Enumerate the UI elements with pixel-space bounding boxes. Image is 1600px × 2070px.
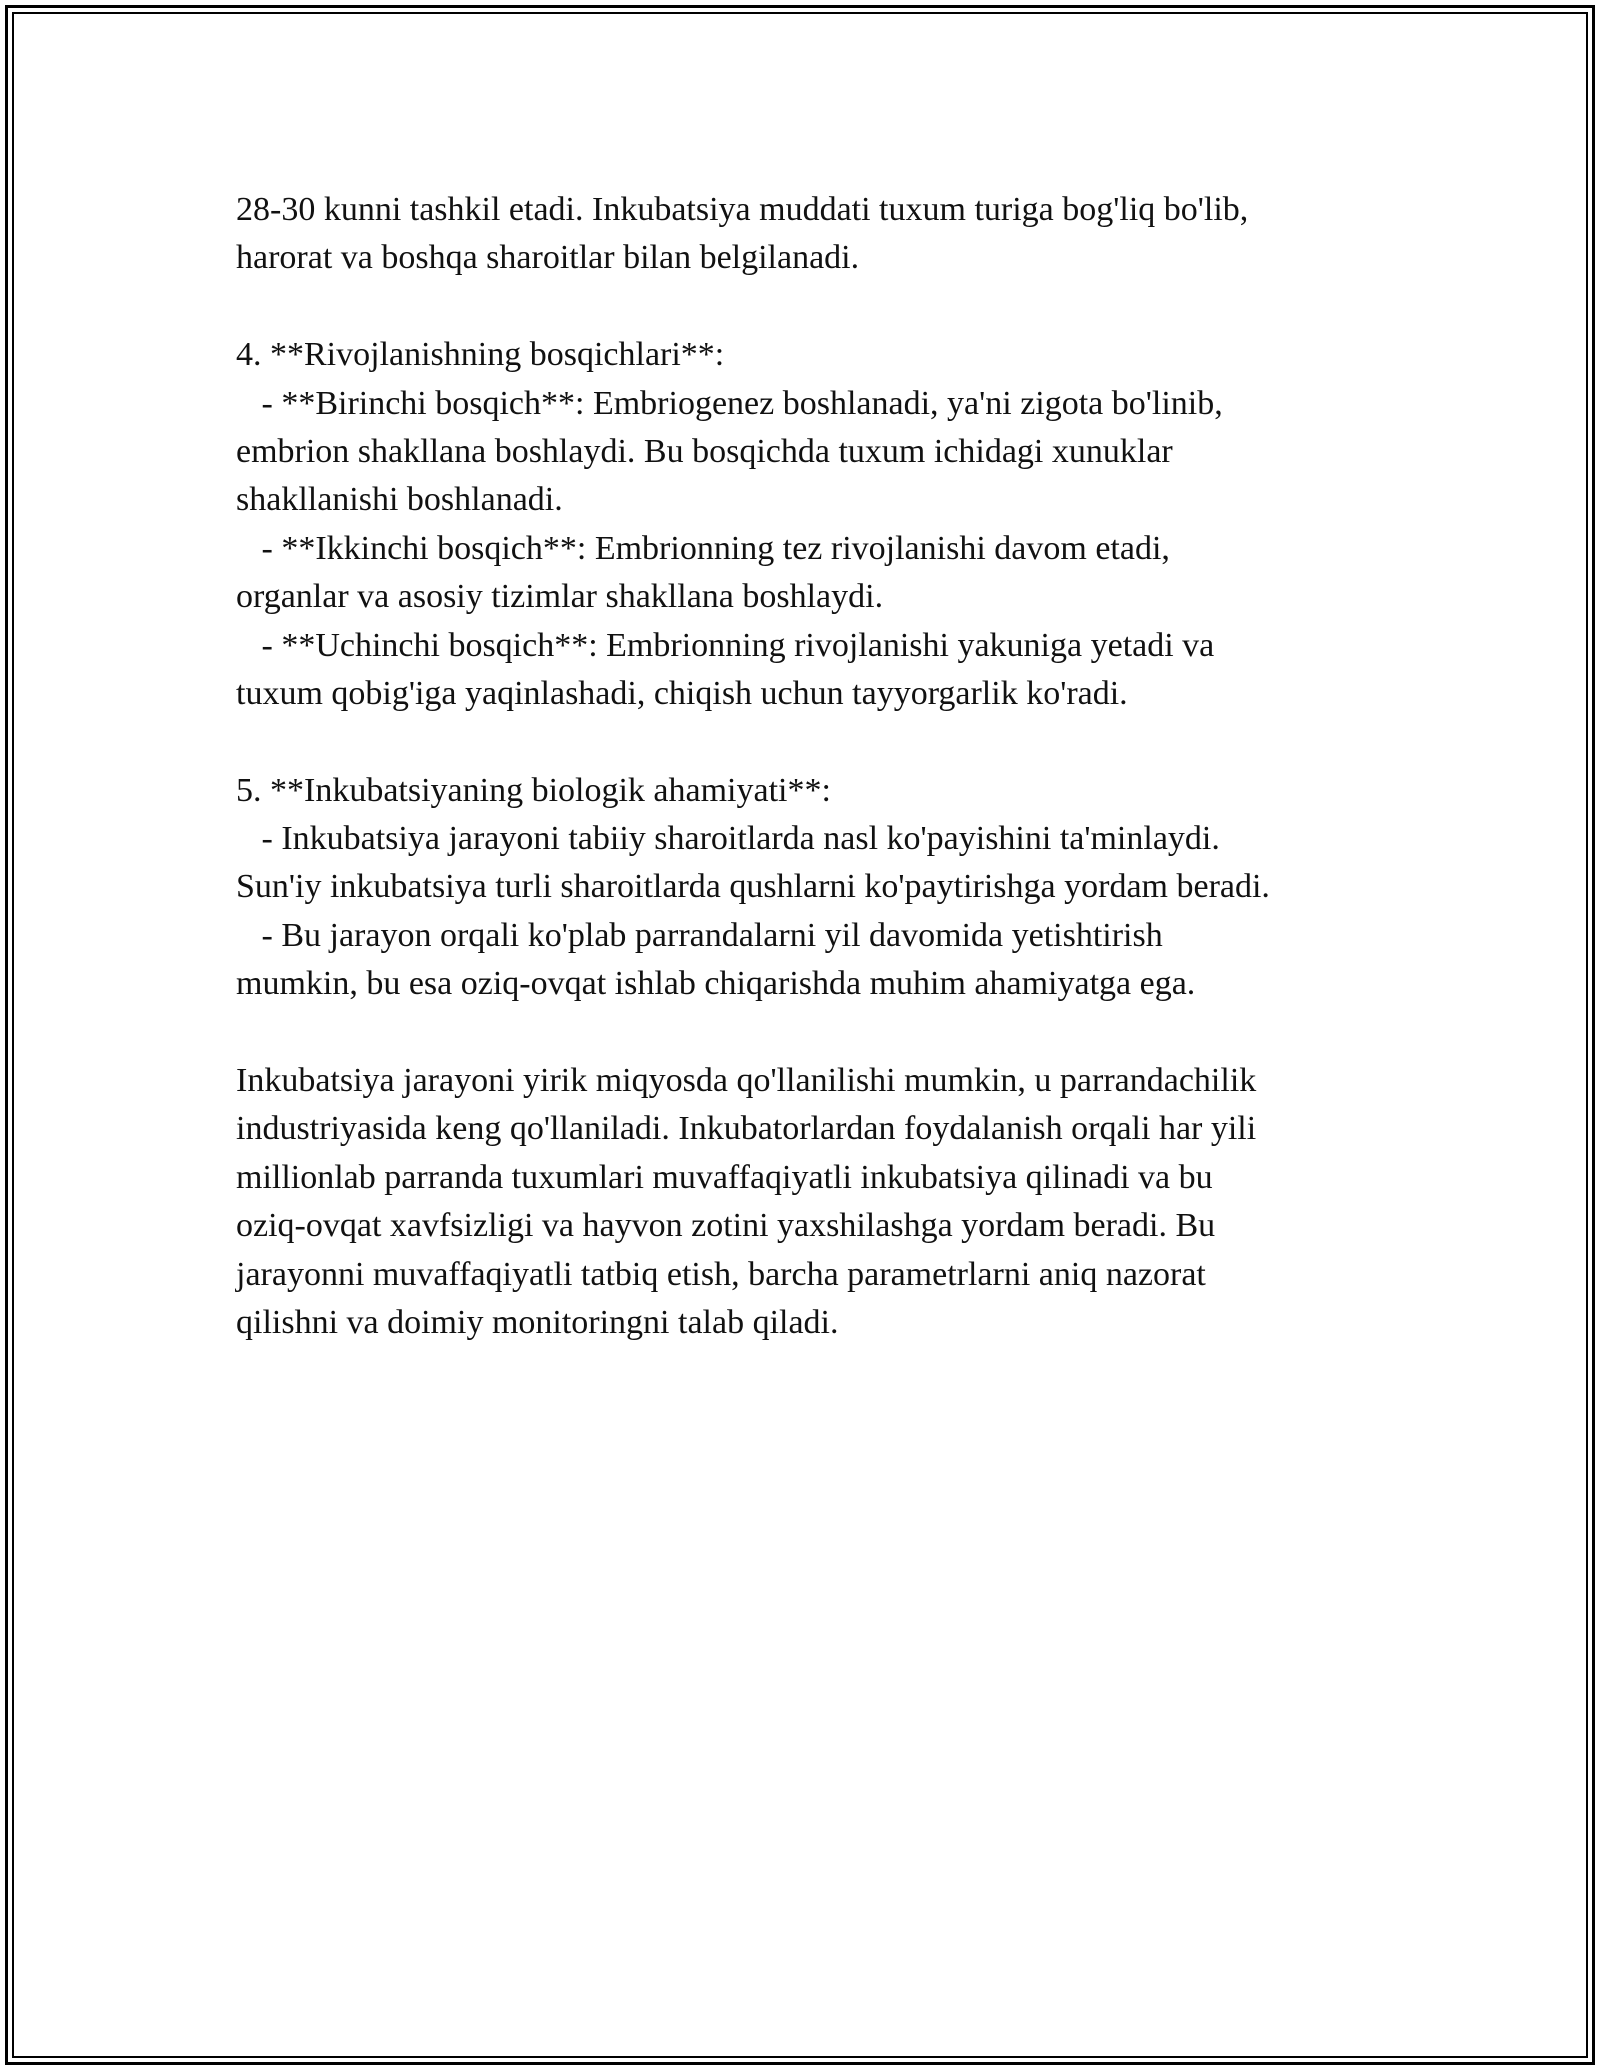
paragraph-line: oziq-ovqat xavfsizligi va hayvon zotini yaxshilashga yordam beradi. Bu bbox=[236, 1207, 1216, 1245]
blank-line bbox=[236, 1009, 1376, 1057]
text-line: Sun'iy inkubatsiya turli sharoitlarda qushlarni ko'paytirishga yordam beradi. bbox=[236, 868, 1270, 906]
document-body bbox=[236, 186, 1376, 1347]
text-line: shakllanishi boshlanadi. bbox=[236, 481, 563, 519]
text-line: tuxum qobig'iga yaqinlashadi, chiqish uchun tayyorgarlik ko'radi. bbox=[236, 674, 1128, 712]
paragraph-line: Inkubatsiya jarayoni yirik miqyosda qo'llanilishi mumkin, u parrandachilik bbox=[236, 1062, 1257, 1100]
text-line: 28-30 kunni tashkil etadi. Inkubatsiya muddati tuxum turiga bog'liq bo'lib, bbox=[236, 191, 1249, 228]
text-line: mumkin, bu esa oziq-ovqat ishlab chiqarishda muhim ahamiyatga ega. bbox=[236, 965, 1196, 1003]
paragraph-line: qilishni va doimiy monitoringni talab qiladi. bbox=[236, 1303, 839, 1341]
paragraph-line: industriyasida keng qo'llaniladi. Inkubatorlardan foydalanish orqali har yili bbox=[236, 1110, 1257, 1148]
list-item-line: - **Uchinchi bosqich**: Embrionning rivojlanishi yakuniga yetadi va bbox=[236, 626, 1215, 664]
text-line: organlar va asosiy tizimlar shakllana boshlaydi. bbox=[236, 578, 884, 616]
section-heading: 5. **Inkubatsiyaning biologik ahamiyati**: bbox=[236, 771, 831, 809]
list-item-line: - Inkubatsiya jarayoni tabiiy sharoitlarda nasl ko'payishini ta'minlaydi. bbox=[236, 820, 1220, 858]
paragraph-line: millionlab parranda tuxumlari muvaffaqiyatli inkubatsiya qilinadi va bu bbox=[236, 1158, 1213, 1196]
section-heading: 4. **Rivojlanishning bosqichlari**: bbox=[236, 336, 725, 374]
list-item-line: - Bu jarayon orqali ko'plab parrandalarni yil davomida yetishtirish bbox=[236, 916, 1163, 954]
list-item-line: - **Ikkinchi bosqich**: Embrionning tez rivojlanishi davom etadi, bbox=[236, 529, 1170, 567]
blank-line bbox=[236, 283, 1376, 331]
list-item-line: - **Birinchi bosqich**: Embriogenez boshlanadi, ya'ni zigota bo'linib, bbox=[236, 384, 1223, 422]
blank-line bbox=[236, 718, 1376, 766]
text-line: harorat va boshqa sharoitlar bilan belgilanadi. bbox=[236, 239, 860, 277]
text-line: embrion shakllana boshlaydi. Bu bosqichda tuxum ichidagi xunuklar bbox=[236, 432, 1173, 470]
paragraph-line: jarayonni muvaffaqiyatli tatbiq etish, barcha parametrlarni aniq nazorat bbox=[236, 1255, 1206, 1293]
